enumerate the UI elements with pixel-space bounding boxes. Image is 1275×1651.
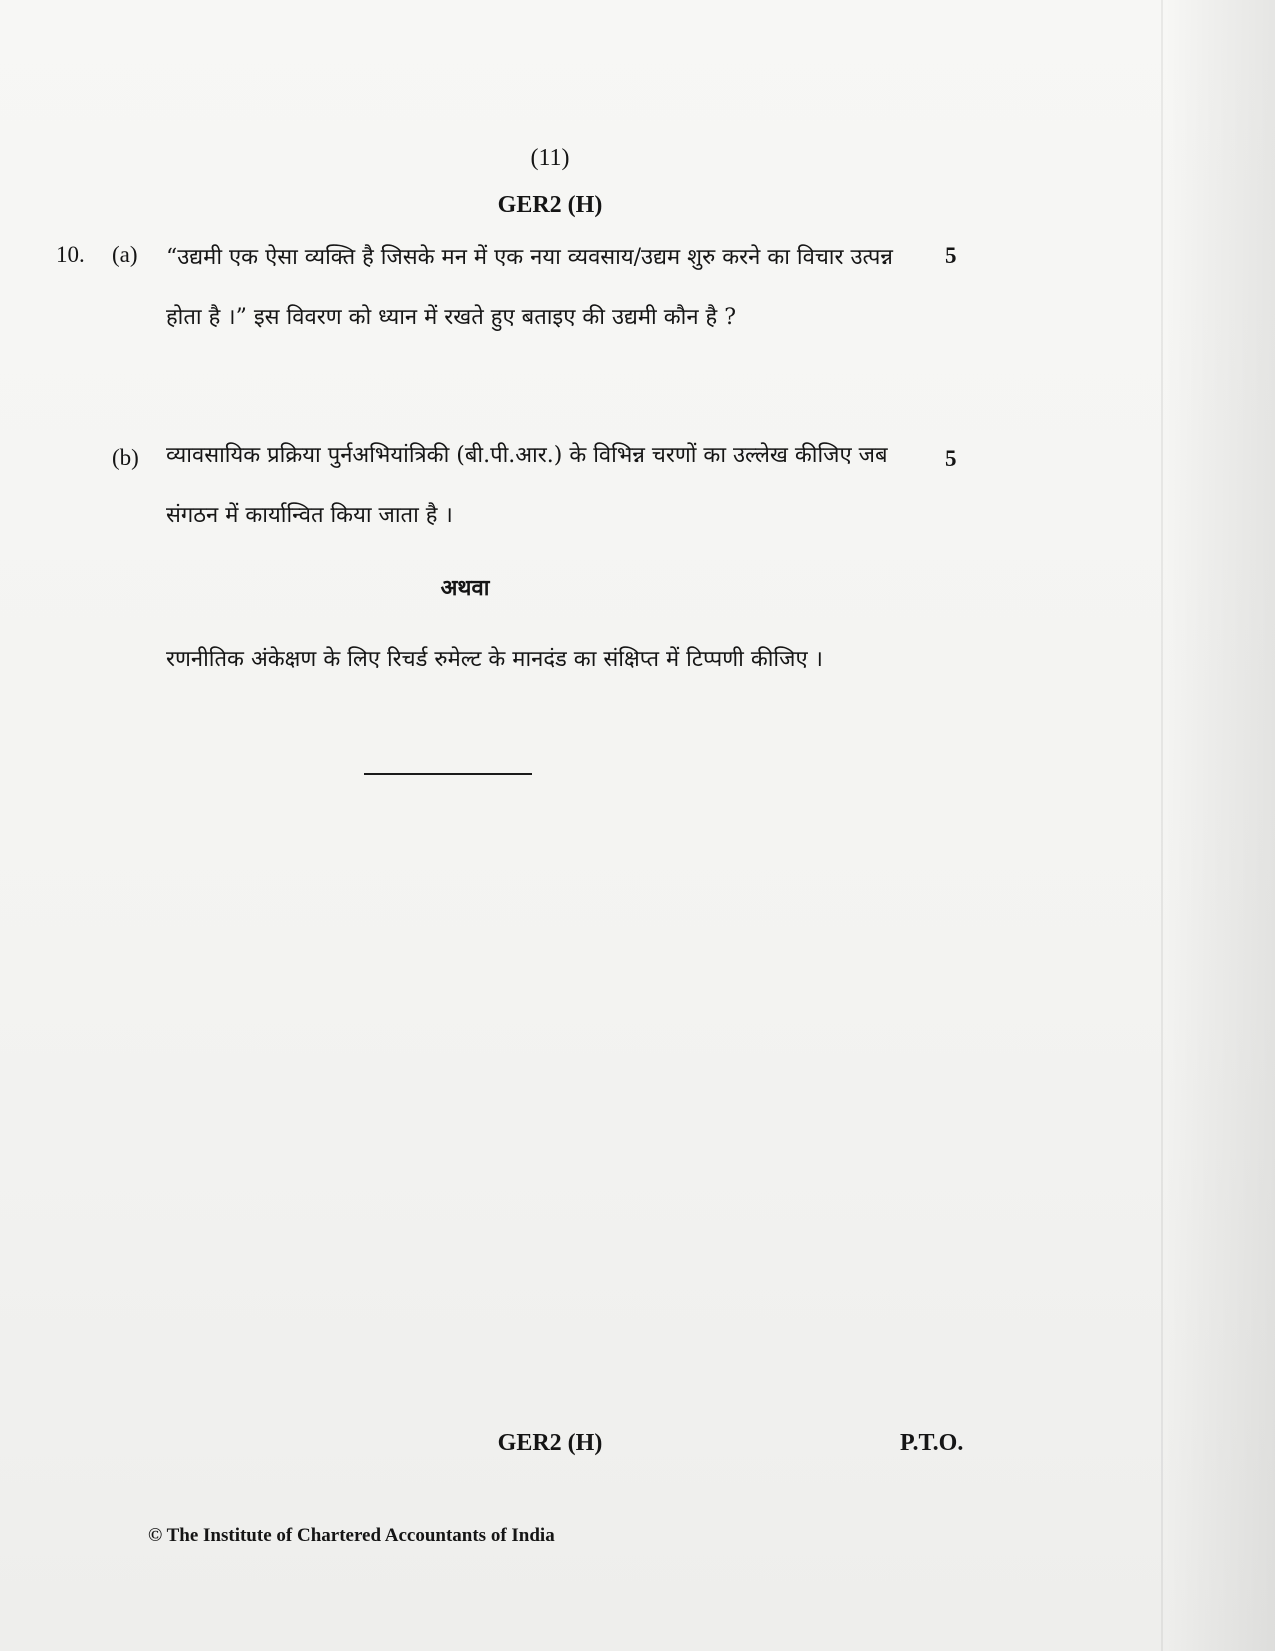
paper-code-header: GER2 (H) <box>497 192 603 218</box>
question-number: 10. <box>56 242 85 267</box>
part-a-text: “उद्यमी एक ऐसा व्यक्ति है जिसके मन में एक नया व्यवसाय/उद्यम शुरु करने का विचार उत्पन्न होता है ।” इस विवरण को ध्यान में रखते हुए बताइए की उद्यमी कौन है ? <box>166 245 893 330</box>
section-divider <box>364 773 532 775</box>
part-b-marks: 5 <box>945 446 957 471</box>
copyright-notice: © The Institute of Chartered Accountants of India <box>148 1525 555 1546</box>
page-number: (11) <box>530 145 570 171</box>
part-b-text: व्यावसायिक प्रक्रिया पुर्नअभियांत्रिकी (बी.पी.आर.) के विभिन्न चरणों का उल्लेख कीजिए जब संगठन में कार्यान्वित किया जाता है । <box>166 443 888 528</box>
page-edge-line <box>1161 0 1163 1651</box>
or-label: अथवा <box>440 575 490 601</box>
pto-label: P.T.O. <box>900 1430 964 1456</box>
part-b-label: (b) <box>112 445 139 470</box>
paper-code-footer: GER2 (H) <box>497 1430 603 1456</box>
part-a-marks: 5 <box>945 243 957 268</box>
part-a-label: (a) <box>112 242 138 267</box>
page-edge-shadow <box>1165 0 1275 1651</box>
or-question-text: रणनीतिक अंकेक्षण के लिए रिचर्ड रुमेल्ट के मानदंड का संक्षिप्त में टिप्पणी कीजिए । <box>166 647 823 672</box>
